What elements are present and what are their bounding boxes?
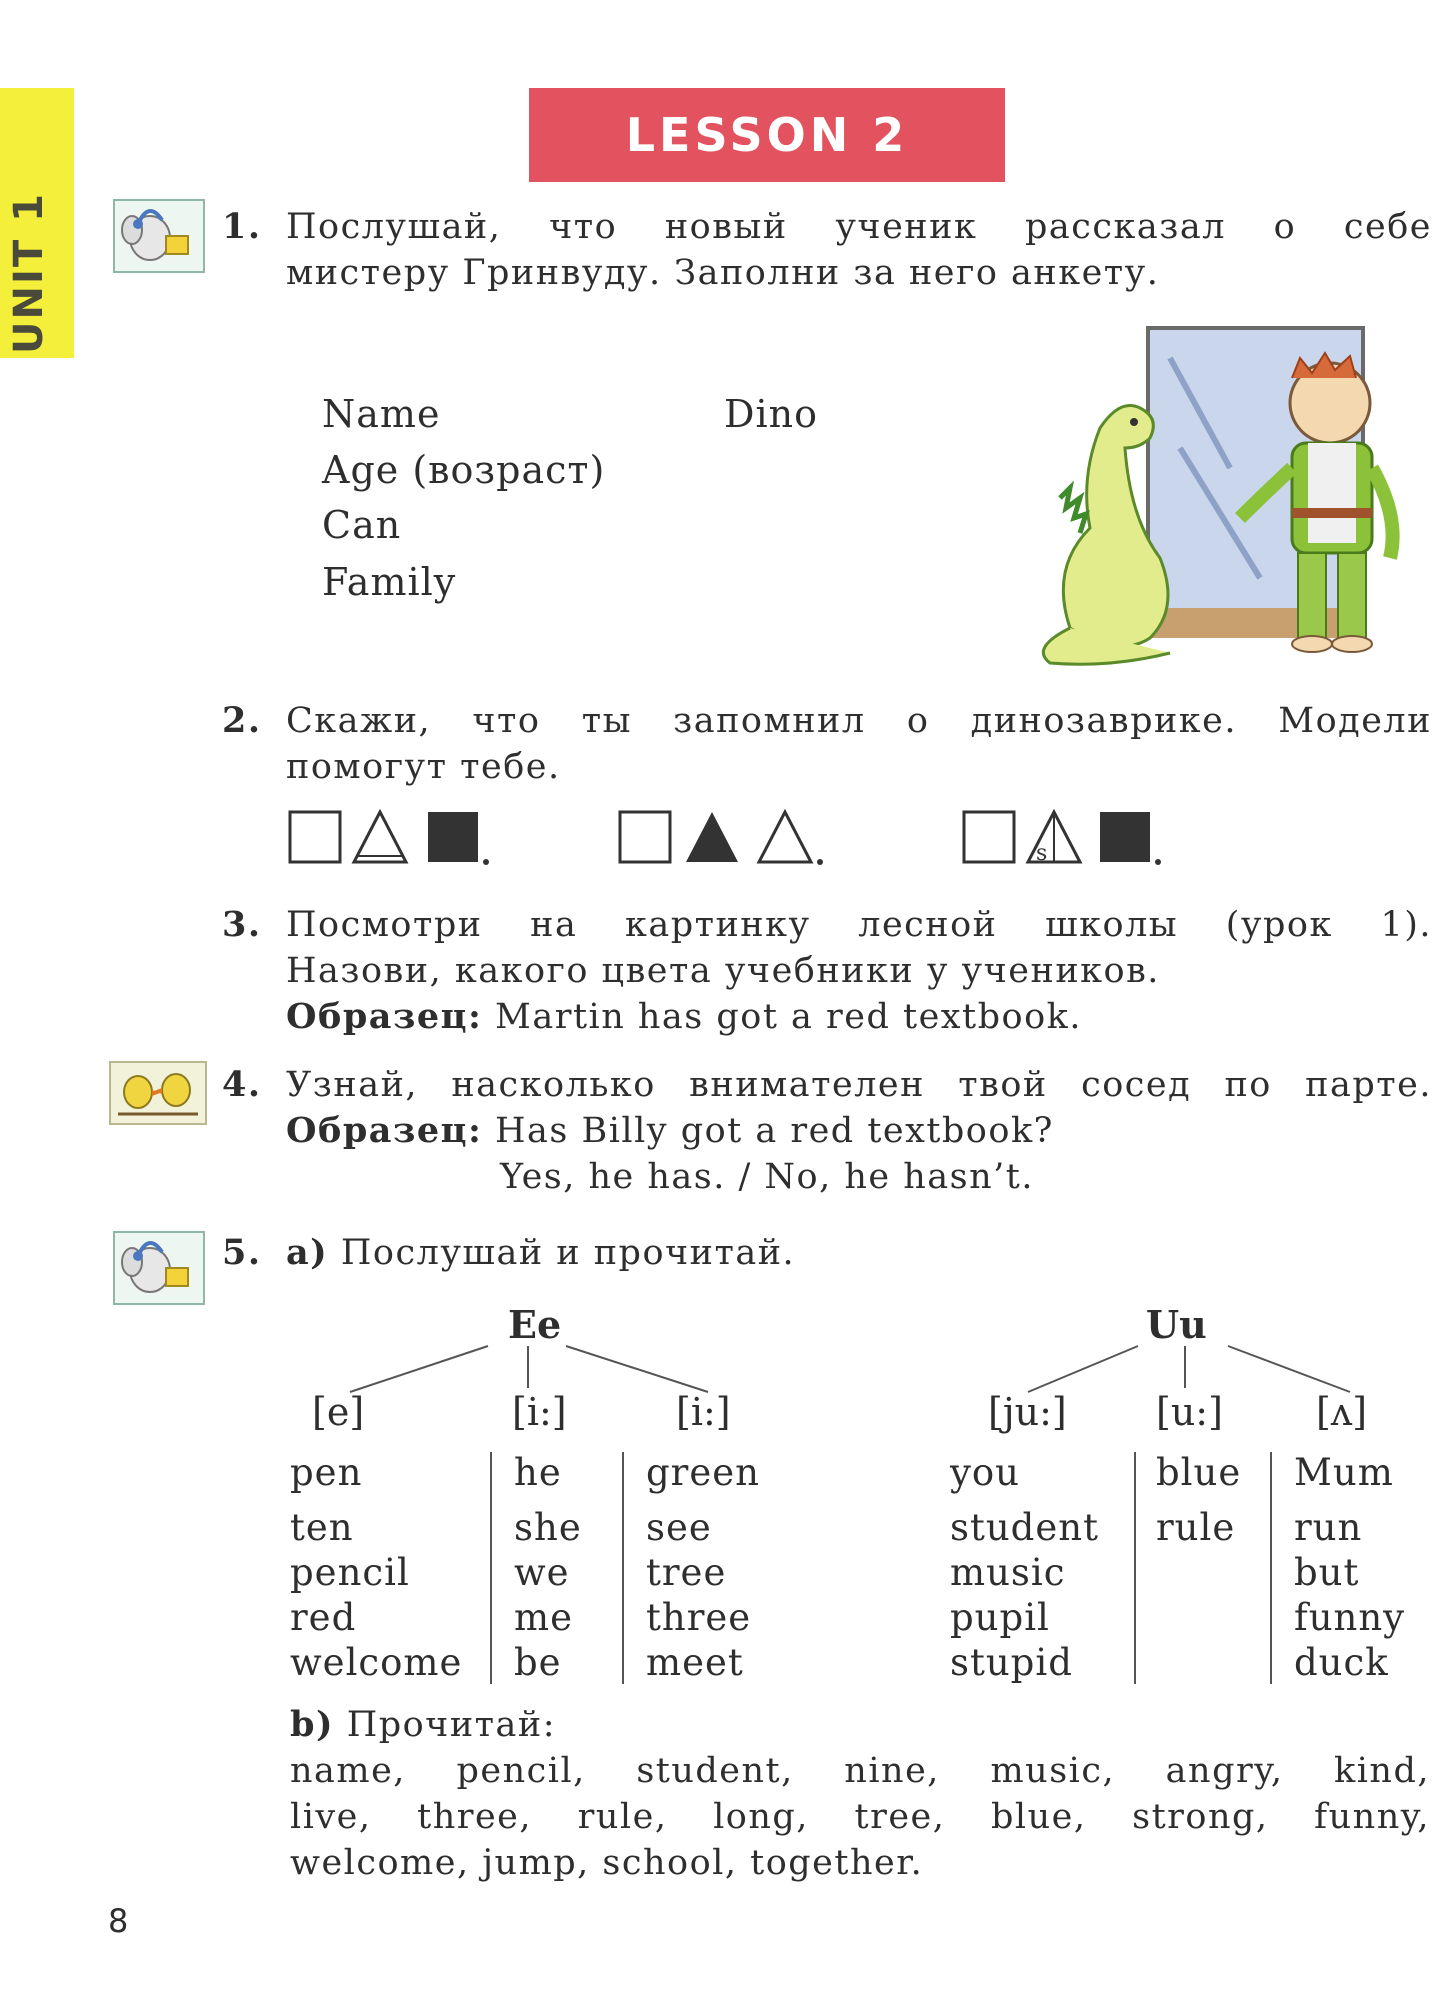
task-2-line-1: Скажи, что ты запомнил о динозаврике. Модели bbox=[286, 701, 1432, 741]
task-4 bbox=[222, 1062, 1432, 1202]
word: student bbox=[950, 1506, 1099, 1549]
word: see bbox=[646, 1506, 712, 1549]
task-3-sample-label: Образец: bbox=[286, 996, 483, 1037]
task-5a-text: Послушай и прочитай. bbox=[340, 1233, 796, 1273]
word: she bbox=[514, 1506, 582, 1549]
uu-column-2 bbox=[1156, 1450, 1241, 1550]
word: we bbox=[514, 1551, 570, 1594]
word: ten bbox=[290, 1506, 354, 1549]
task-4-number: 4. bbox=[222, 1064, 262, 1105]
lesson-title: LESSON 2 bbox=[529, 88, 1005, 182]
model-triangle-outline bbox=[759, 812, 811, 862]
word: funny bbox=[1294, 1596, 1406, 1639]
ee-sound-1: [e] bbox=[312, 1390, 365, 1434]
ee-sound-3: [i:] bbox=[676, 1390, 731, 1434]
ee-branch-lines bbox=[340, 1340, 720, 1396]
task-3-number: 3. bbox=[222, 904, 262, 945]
task-3 bbox=[222, 902, 1432, 1042]
word: run bbox=[1294, 1506, 1363, 1549]
page-number: 8 bbox=[108, 1902, 129, 1940]
model-2 bbox=[620, 812, 823, 865]
dino-boy-blackboard-illustration bbox=[1030, 318, 1440, 670]
task-2-line-2: помогут тебе. bbox=[286, 747, 561, 787]
unit-tab-label: UNIT 1 bbox=[6, 192, 52, 354]
task-1-line-2: мистеру Гринвуду. Заполни за него анкету. bbox=[286, 253, 1160, 293]
letter-ee: Ee bbox=[508, 1302, 562, 1347]
word: music bbox=[950, 1551, 1066, 1594]
word: but bbox=[1294, 1551, 1360, 1594]
sentence-models bbox=[288, 806, 1388, 868]
model-filled-square bbox=[1100, 812, 1150, 862]
form-name-value: Dino bbox=[724, 392, 818, 436]
word: welcome bbox=[290, 1641, 463, 1684]
model-filled-square bbox=[428, 812, 478, 862]
model-square bbox=[620, 812, 670, 862]
task-5b-label: b) bbox=[290, 1704, 335, 1745]
column-divider bbox=[1134, 1452, 1136, 1684]
form-name-label: Name bbox=[322, 392, 441, 436]
uu-column-1 bbox=[950, 1450, 1099, 1685]
column-divider bbox=[1270, 1452, 1272, 1684]
word: blue bbox=[1156, 1451, 1242, 1494]
form-family-label: Family bbox=[322, 560, 457, 604]
word: three bbox=[646, 1596, 752, 1639]
task-3-line-2: Назови, какого цвета учебники у учеников. bbox=[286, 951, 1160, 991]
word: pen bbox=[290, 1451, 363, 1494]
task-1 bbox=[222, 204, 1432, 304]
word: stupid bbox=[950, 1641, 1073, 1684]
model-3 bbox=[964, 812, 1161, 866]
task-1-line-1: Послушай, что новый ученик рассказал о себе bbox=[286, 207, 1432, 247]
word: tree bbox=[646, 1551, 727, 1594]
task-5b-line-3: welcome, jump, school, together. bbox=[290, 1843, 924, 1883]
word: pencil bbox=[290, 1551, 410, 1594]
task-2-number: 2. bbox=[222, 700, 262, 741]
task-5b-line-2: live, three, rule, long, tree, blue, strong, funny, bbox=[290, 1797, 1430, 1837]
listening-elephant-icon bbox=[110, 196, 208, 276]
word: he bbox=[514, 1451, 562, 1494]
word: you bbox=[950, 1451, 1021, 1494]
task-4-sample-question: Has Billy got a red textbook? bbox=[495, 1111, 1054, 1151]
uu-sound-2: [u:] bbox=[1156, 1390, 1223, 1434]
task-5b-heading bbox=[290, 1702, 1430, 1748]
uu-column-3 bbox=[1294, 1450, 1405, 1685]
form-age-label: Age (возраст) bbox=[322, 448, 606, 492]
task-3-line-1: Посмотри на картинку лесной школы (урок 1). bbox=[286, 905, 1432, 945]
task-4-sample-answer: Yes, he has. / No, he hasn’t. bbox=[500, 1157, 1034, 1197]
ee-column-3 bbox=[646, 1450, 760, 1685]
uu-branch-lines bbox=[1020, 1340, 1360, 1396]
model-triangle-filled bbox=[686, 812, 738, 862]
ee-column-2 bbox=[514, 1450, 582, 1685]
column-divider bbox=[622, 1452, 624, 1684]
word: duck bbox=[1294, 1641, 1389, 1684]
task-1-number: 1. bbox=[222, 206, 262, 247]
form-can-label: Can bbox=[322, 503, 402, 547]
task-3-sample-text: Martin has got a red textbook. bbox=[495, 997, 1082, 1037]
unit-tab bbox=[0, 88, 74, 358]
task-5b-line-1: name, pencil, student, nine, music, angry, kind, bbox=[290, 1751, 1430, 1791]
word: pupil bbox=[950, 1596, 1050, 1639]
model-square bbox=[964, 812, 1014, 862]
task-5b bbox=[290, 1702, 1430, 1886]
task-4-line-1: Узнай, насколько внимателен твой сосед по парте. bbox=[286, 1065, 1432, 1105]
model-1 bbox=[290, 812, 489, 865]
model-s-letter: s bbox=[1036, 841, 1048, 866]
task-4-sample-label: Образец: bbox=[286, 1110, 483, 1151]
word: rule bbox=[1156, 1506, 1236, 1549]
task-2 bbox=[222, 698, 1432, 798]
model-triangle-outline bbox=[354, 812, 406, 862]
word: me bbox=[514, 1596, 573, 1639]
ee-sound-2: [i:] bbox=[512, 1390, 567, 1434]
column-divider bbox=[490, 1452, 492, 1684]
listening-elephant-icon bbox=[110, 1228, 208, 1308]
birds-icon bbox=[108, 1060, 208, 1126]
uu-sound-1: [ju:] bbox=[988, 1390, 1067, 1434]
model-square bbox=[290, 812, 340, 862]
word: red bbox=[290, 1596, 357, 1639]
task-5a-label: a) bbox=[286, 1232, 329, 1273]
task-3-sample bbox=[286, 994, 1432, 1040]
ee-column-1 bbox=[290, 1450, 462, 1685]
task-4-sample bbox=[286, 1108, 1432, 1154]
task-5 bbox=[222, 1230, 1432, 1280]
letter-uu: Uu bbox=[1146, 1302, 1207, 1347]
word: green bbox=[646, 1451, 760, 1494]
word: meet bbox=[646, 1641, 744, 1684]
task-5-number: 5. bbox=[222, 1232, 262, 1273]
uu-sound-3: [ʌ] bbox=[1316, 1390, 1368, 1434]
task-5b-text: Прочитай: bbox=[346, 1705, 557, 1745]
word: Mum bbox=[1294, 1451, 1394, 1494]
word: be bbox=[514, 1641, 562, 1684]
